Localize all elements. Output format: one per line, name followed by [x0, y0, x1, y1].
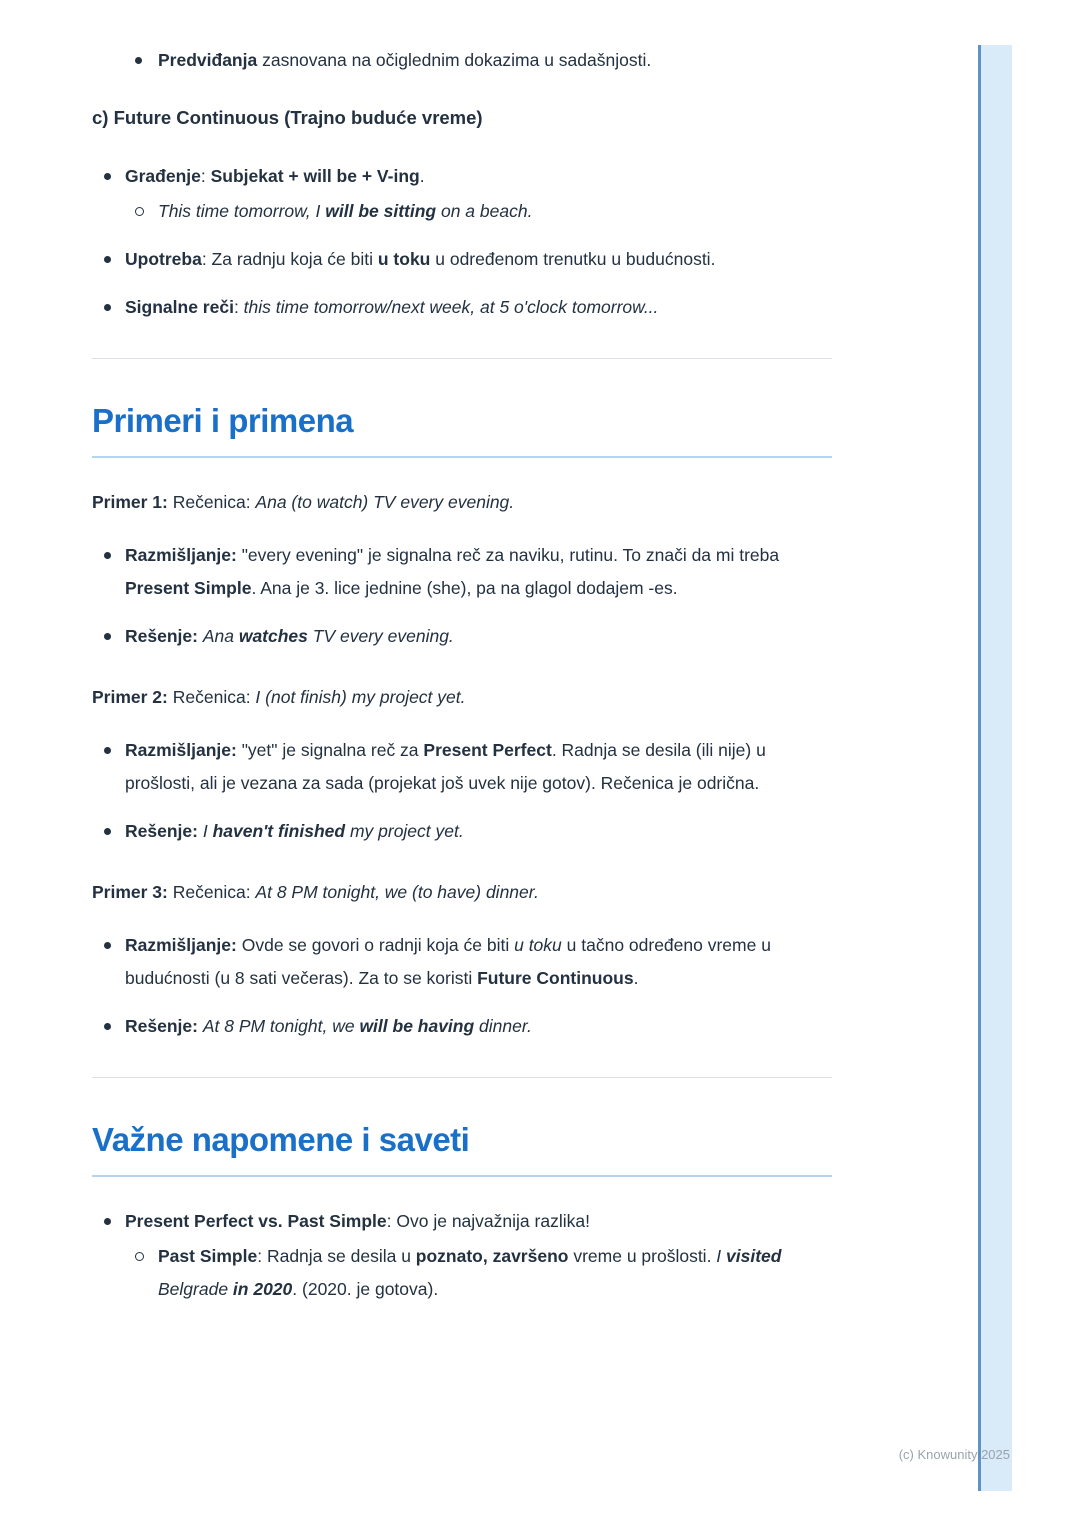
rich-text: Razmišljanje: "yet" je signalna reč za Present Perfect. Radnja se desila (ili nije) u prošlosti, ali je vezana za sada (projekat još uvek nije gotov). Rečenica je odrična. [125, 740, 766, 793]
napomene-bullet-list [92, 1205, 832, 1306]
rich-text: Razmišljanje: Ovde se govori o radnji koja će biti u toku u tačno određeno vreme u budućnosti (u 8 sati večeras). Za to se koristi Future Continuous. [125, 935, 771, 988]
bullet-primer1-razmisljanje [92, 539, 832, 605]
primer2-bullet-list [92, 734, 832, 848]
bullet-primer1-resenje [92, 620, 832, 653]
bullet-signalne-reci [92, 291, 832, 324]
bullet-past-simple [125, 1240, 832, 1306]
rich-text: Upotreba: Za radnju koja će biti u toku u određenom trenutku u budućnosti. [125, 249, 716, 269]
section-title-primeri: Primeri i primena [92, 401, 832, 458]
bullet-primer2-resenje [92, 815, 832, 848]
rich-text: Rešenje: I haven't finished my project yet. [125, 821, 464, 841]
bullet-primer3-resenje [92, 1010, 832, 1043]
bullet-primer3-razmisljanje [92, 929, 832, 995]
primer2-intro: Primer 2: Rečenica: I (not finish) my project yet. [92, 687, 466, 707]
primer3-bullet-list [92, 929, 832, 1043]
rich-text: Rešenje: At 8 PM tonight, we will be having dinner. [125, 1016, 532, 1036]
rich-text: Present Perfect vs. Past Simple: Ovo je najvažnija razlika! [125, 1211, 590, 1231]
bullet-present-perfect-vs-past-simple [92, 1205, 832, 1306]
nested-list [125, 195, 832, 228]
bullet-predvidjanja [125, 44, 832, 77]
section-divider [92, 1077, 832, 1078]
document-body [92, 44, 832, 1334]
primer1-intro: Primer 1: Rečenica: Ana (to watch) TV every evening. [92, 492, 515, 512]
rich-text: This time tomorrow, I will be sitting on a beach. [158, 201, 533, 221]
primer1-bullet-list [92, 539, 832, 653]
bullet-gradjenje [92, 160, 832, 228]
intro-bullet-list [92, 44, 832, 77]
subheading-future-continuous: c) Future Continuous (Trajno buduće vreme) [92, 107, 483, 128]
scrollbar-track[interactable] [978, 45, 1012, 1491]
bullet-upotreba [92, 243, 832, 276]
section-title-napomene: Važne napomene i saveti [92, 1120, 832, 1177]
rich-text: Razmišljanje: "every evening" je signalna reč za naviku, rutinu. To znači da mi treba Present Simple. Ana je 3. lice jednine (she), pa na glagol dodajem -es. [125, 545, 780, 598]
nested-list [125, 1240, 832, 1306]
rich-text: Predviđanja zasnovana na očiglednim dokazima u sadašnjosti. [158, 50, 652, 70]
future-continuous-bullet-list [92, 160, 832, 324]
rich-text: Rešenje: Ana watches TV every evening. [125, 626, 454, 646]
rich-text: Signalne reči: this time tomorrow/next week, at 5 o'clock tomorrow... [125, 297, 659, 317]
bullet-gradjenje-example [125, 195, 832, 228]
rich-text: Građenje: Subjekat + will be + V-ing. [125, 166, 425, 186]
bullet-primer2-razmisljanje [92, 734, 832, 800]
primer3-intro: Primer 3: Rečenica: At 8 PM tonight, we (to have) dinner. [92, 882, 539, 902]
section-divider [92, 358, 832, 359]
copyright-footer: (c) Knowunity 2025 [898, 1447, 1010, 1462]
rich-text: Past Simple: Radnja se desila u poznato, završeno vreme u prošlosti. I visited Belgrade in 2020. (2020. je gotova). [158, 1246, 782, 1299]
